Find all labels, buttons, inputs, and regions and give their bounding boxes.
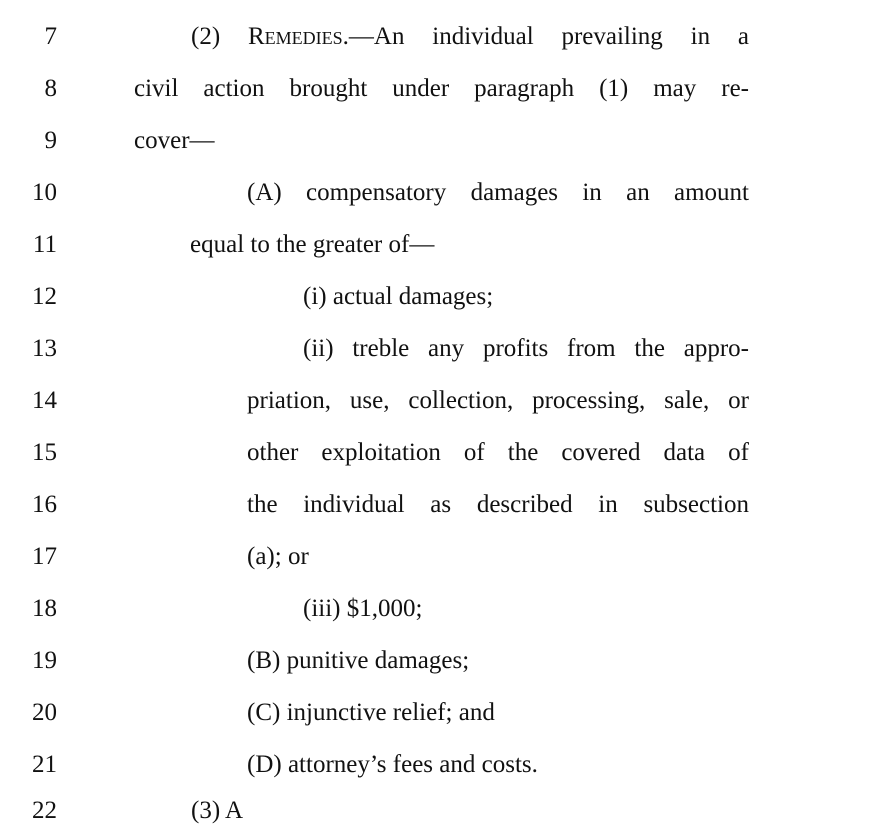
document-line: [0, 492, 872, 544]
line-number: 18: [32, 595, 57, 622]
line-number: 10: [32, 179, 57, 206]
document-line: [0, 544, 872, 596]
line-number: 9: [44, 127, 57, 154]
document-line: [0, 76, 872, 128]
line-text: (a); or: [247, 543, 309, 570]
paragraph-marker: (2): [191, 23, 248, 50]
document-line: [0, 388, 872, 440]
line-text: [191, 24, 749, 49]
line-text: the individual as described in subsection: [247, 491, 749, 518]
line-number: 14: [32, 387, 57, 414]
document-line: [0, 700, 872, 752]
line-text: (C) injunctive relief; and: [247, 699, 495, 726]
line-text: (B) punitive damages;: [247, 647, 470, 674]
document-line: [0, 180, 872, 232]
section-heading: Remedies.: [247, 23, 349, 50]
document-line: [0, 128, 872, 180]
line-number: 22: [32, 797, 57, 824]
line-number: 16: [32, 491, 57, 518]
line-text: cover—: [134, 127, 215, 154]
line-text: priation, use, collection, processing, sale, or: [247, 387, 749, 414]
document-line: [0, 336, 872, 388]
document-line: [0, 24, 872, 76]
line-number: 7: [44, 23, 57, 50]
line-number: 15: [32, 439, 57, 466]
document-line: [0, 232, 872, 284]
line-number: 20: [32, 699, 57, 726]
line-text: (3) A: [191, 797, 244, 824]
line-number: 13: [32, 335, 57, 362]
document-line: [0, 440, 872, 492]
document-line: [0, 284, 872, 336]
line-text: (i) actual damages;: [303, 283, 494, 310]
line-text: equal to the greater of—: [190, 231, 435, 258]
line-number: 21: [32, 751, 57, 778]
line-number: 8: [44, 75, 57, 102]
line-number: 12: [32, 283, 57, 310]
line-text-continuation: —An individual prevailing in a: [348, 23, 749, 50]
line-text: civil action brought under paragraph (1) may re-: [134, 75, 749, 102]
document-line: [0, 596, 872, 648]
line-text: (iii) $1,000;: [303, 595, 423, 622]
line-number: 11: [32, 231, 57, 258]
line-number: 19: [32, 647, 57, 674]
line-number: 17: [32, 543, 57, 570]
line-text: (ii) treble any profits from the appro-: [303, 335, 749, 362]
document-line-cutoff: [0, 796, 872, 824]
line-text: (A) compensatory damages in an amount: [247, 179, 749, 206]
line-text: other exploitation of the covered data of: [247, 439, 749, 466]
line-text: (D) attorney’s fees and costs.: [247, 751, 538, 778]
document-line: [0, 648, 872, 700]
